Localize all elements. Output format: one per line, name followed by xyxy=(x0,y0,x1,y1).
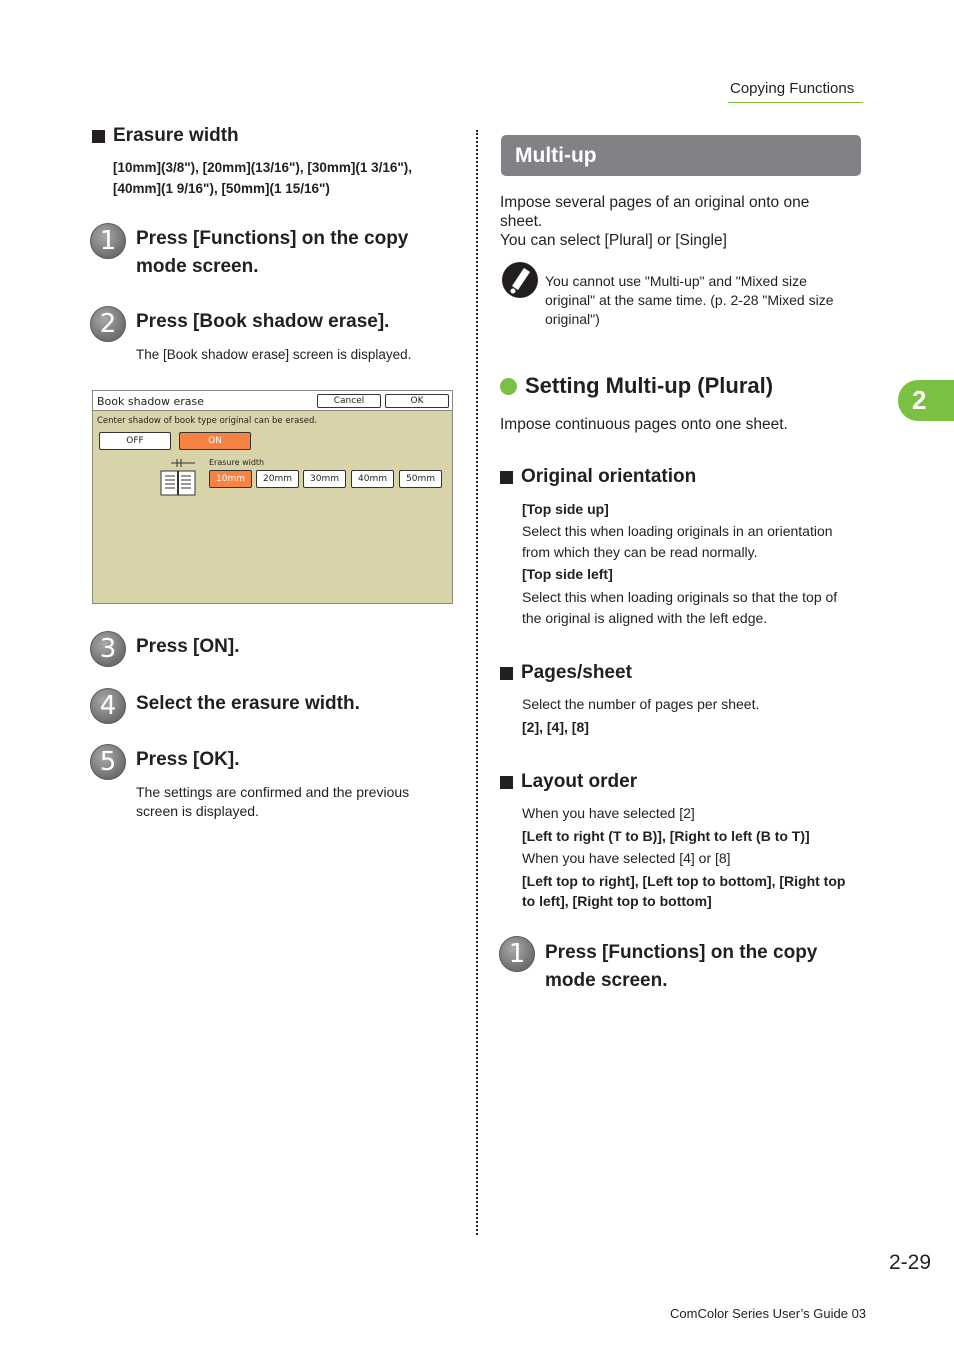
step-4-text: Select the erasure width. xyxy=(136,693,360,714)
cancel-button[interactable]: Cancel xyxy=(317,394,381,408)
erasure-values-line2: [40mm](1 9/16"), [50mm](1 15/16") xyxy=(113,181,330,196)
step-5-text: Press [OK]. xyxy=(136,749,240,770)
intro-line1: Impose several pages of an original onto one xyxy=(500,194,810,211)
pages-sheet-heading-text: Pages/sheet xyxy=(521,662,632,683)
layout-options-2: [Left to right (T to B)], [Right to left (B to T)] xyxy=(522,828,810,844)
step-3-left xyxy=(90,631,239,667)
pages-sheet-heading xyxy=(500,662,632,684)
screen-note: Center shadow of book type original can be erased. xyxy=(97,416,318,426)
width-50mm-button[interactable]: 50mm xyxy=(399,470,442,488)
step-1-right xyxy=(499,936,817,995)
column-divider xyxy=(476,130,478,1235)
step-number-icon: 5 xyxy=(90,744,126,780)
erasure-width-heading xyxy=(92,125,239,147)
setting-multi-up-heading-text: Setting Multi-up (Plural) xyxy=(525,373,774,398)
page-number: 2-29 xyxy=(889,1251,932,1274)
original-orientation-heading-text: Original orientation xyxy=(521,466,697,487)
step-1-text-line2: mode screen. xyxy=(136,256,259,277)
width-10mm-button[interactable]: 10mm xyxy=(209,470,252,488)
caution-pen-icon xyxy=(502,262,538,298)
step-5-description-line2: screen is displayed. xyxy=(136,803,259,819)
book-shadow-erase-screen xyxy=(92,390,453,604)
step-number-icon: 3 xyxy=(90,631,126,667)
erasure-values-line1: [10mm](3/8"), [20mm](13/16"), [30mm](1 3/16"), xyxy=(113,160,413,175)
step-1-right-text-line2: mode screen. xyxy=(545,970,668,991)
pages-sheet-desc: Select the number of pages per sheet. xyxy=(522,696,760,712)
multi-up-banner: Multi-up xyxy=(501,135,861,176)
pages-sheet-values: [2], [4], [8] xyxy=(522,719,589,735)
step-5-left xyxy=(90,744,239,780)
setting-multi-up-heading xyxy=(500,373,773,399)
square-bullet-icon xyxy=(500,776,513,789)
off-button[interactable]: OFF xyxy=(99,432,171,450)
orientation-option2: [Top side left] xyxy=(522,566,613,582)
step-number-icon: 1 xyxy=(90,223,126,259)
step-number-icon: 1 xyxy=(499,936,535,972)
step-2-left xyxy=(90,306,389,342)
orientation-option2-desc2: the original is aligned with the left edge. xyxy=(522,610,768,626)
note-line1: You cannot use "Multi-up" and "Mixed size xyxy=(545,273,807,289)
orientation-option1: [Top side up] xyxy=(522,501,609,517)
step-number-icon: 2 xyxy=(90,306,126,342)
width-20mm-button[interactable]: 20mm xyxy=(256,470,299,488)
layout-when-2: When you have selected [2] xyxy=(522,805,695,821)
step-2-text: Press [Book shadow erase]. xyxy=(136,311,390,332)
erasure-width-heading-text: Erasure width xyxy=(113,125,239,146)
layout-options-4-8-line2: to left], [Right top to bottom] xyxy=(522,893,712,909)
screen-title: Book shadow erase xyxy=(97,395,205,408)
chapter-tab[interactable]: 2 xyxy=(898,380,954,421)
step-3-text: Press [ON]. xyxy=(136,636,240,657)
ok-button[interactable]: OK xyxy=(385,394,449,408)
header-rule xyxy=(728,102,863,103)
book-shadow-icon xyxy=(159,459,199,497)
layout-order-heading xyxy=(500,771,637,793)
orientation-option2-desc1: Select this when loading originals so that the top of xyxy=(522,589,838,605)
orientation-option1-desc2: from which they can be read normally. xyxy=(522,544,758,560)
orientation-option1-desc1: Select this when loading originals in an orientation xyxy=(522,523,833,539)
layout-when-4-8: When you have selected [4] or [8] xyxy=(522,850,731,866)
step-1-right-text-line1: Press [Functions] on the copy xyxy=(545,942,818,963)
step-number-icon: 4 xyxy=(90,688,126,724)
layout-order-heading-text: Layout order xyxy=(521,771,638,792)
step-1-text-line1: Press [Functions] on the copy xyxy=(136,228,409,249)
step-2-description: The [Book shadow erase] screen is displayed. xyxy=(136,347,412,362)
note-line3: original") xyxy=(545,311,600,327)
square-bullet-icon xyxy=(92,130,105,143)
note-line2: original" at the same time. (p. 2-28 "Mixed size xyxy=(545,292,834,308)
erasure-width-label: Erasure width xyxy=(209,458,265,467)
sub-intro: Impose continuous pages onto one sheet. xyxy=(500,416,788,433)
intro-line3: You can select [Plural] or [Single] xyxy=(500,232,727,249)
step-5-description-line1: The settings are confirmed and the previous xyxy=(136,784,410,800)
width-40mm-button[interactable]: 40mm xyxy=(351,470,394,488)
on-button[interactable]: ON xyxy=(179,432,251,450)
footer-guide-title: ComColor Series User’s Guide 03 xyxy=(670,1306,867,1321)
header-section-title: Copying Functions xyxy=(730,80,855,97)
intro-line2: sheet. xyxy=(500,213,543,230)
green-dot-icon xyxy=(500,378,517,395)
original-orientation-heading xyxy=(500,466,696,488)
square-bullet-icon xyxy=(500,471,513,484)
layout-options-4-8-line1: [Left top to right], [Left top to bottom], [Right top xyxy=(522,873,846,889)
step-1-left xyxy=(90,223,408,281)
step-4-left xyxy=(90,688,360,724)
square-bullet-icon xyxy=(500,667,513,680)
width-30mm-button[interactable]: 30mm xyxy=(303,470,346,488)
